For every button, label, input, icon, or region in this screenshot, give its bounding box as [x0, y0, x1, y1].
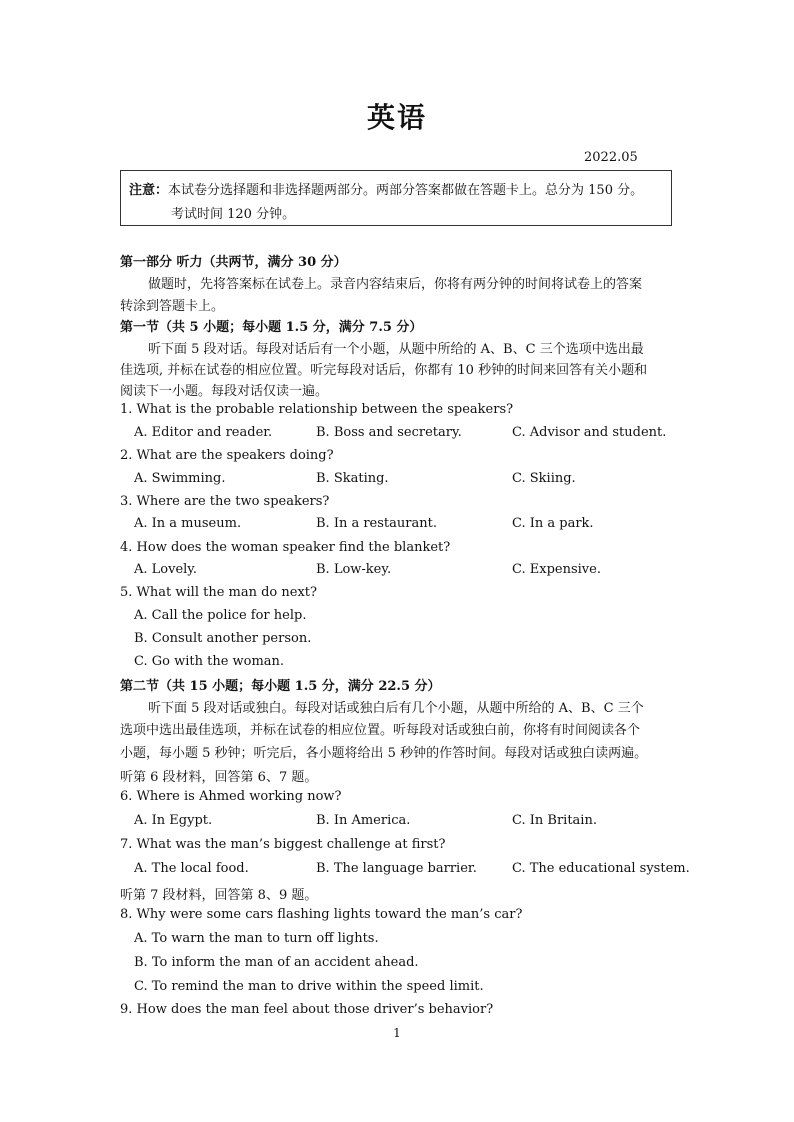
notice-line-2: 考试时间 120 分钟。 [171, 207, 296, 222]
question-2: 2. What are the speakers doing? [120, 448, 334, 463]
q1-option-a: A. Editor and reader. [134, 425, 273, 440]
section2-intro-line-1: 听下面 5 段对话或独白。每段对话或独白后有几个小题，从题中所给的 A、B、C 三个 [148, 701, 644, 716]
section1-heading: 第一节（共 5 小题；每小题 1.5 分，满分 7.5 分） [120, 320, 423, 335]
page-number: 1 [393, 1026, 401, 1040]
question-3: 3. Where are the two speakers? [120, 494, 330, 509]
part1-intro-line-2: 转涂到答题卡上。 [120, 299, 225, 314]
section1-intro-line-3: 阅读下一小题。每段对话仅读一遍。 [120, 384, 329, 399]
section2-intro-line-2: 选项中选出最佳选项，并标在试卷的相应位置。听每段对话或独白前，你将有时间阅读各个 [120, 723, 641, 738]
notice-label: 注意： [129, 183, 169, 198]
question-4: 4. How does the woman speaker find the blanket? [120, 540, 451, 555]
q7-option-a: A. The local food. [134, 861, 249, 876]
q2-option-c: C. Skiing. [512, 471, 576, 486]
q8-option-b: B. To inform the man of an accident ahead. [134, 955, 419, 970]
question-9: 9. How does the man feel about those driver’s behavior? [120, 1002, 494, 1017]
part1-intro-line-1: 做题时，先将答案标在试卷上。录音内容结束后，你将有两分钟的时间将试卷上的答案 [148, 277, 643, 292]
q7-option-b: B. The language barrier. [316, 861, 477, 876]
question-1: 1. What is the probable relationship between the speakers? [120, 402, 514, 417]
q8-option-a: A. To warn the man to turn off lights. [134, 931, 379, 946]
notice-text-1: 本试卷分选择题和非选择题两部分。两部分答案都做在答题卡上。总分为 150 分。 [168, 183, 644, 198]
material-6-instruction: 听第 6 段材料，回答第 6、7 题。 [120, 770, 318, 785]
q6-option-c: C. In Britain. [512, 813, 597, 828]
question-5: 5. What will the man do next? [120, 585, 317, 600]
q8-option-c: C. To remind the man to drive within the speed limit. [134, 979, 484, 994]
q3-option-a: A. In a museum. [134, 516, 242, 531]
section1-intro-line-1: 听下面 5 段对话。每段对话后有一个小题，从题中所给的 A、B、C 三个选项中选出最 [148, 342, 644, 357]
q4-option-b: B. Low-key. [316, 562, 392, 577]
q5-option-c: C. Go with the woman. [134, 654, 285, 669]
section2-heading: 第二节（共 15 小题；每小题 1.5 分，满分 22.5 分） [120, 679, 441, 694]
q1-option-b: B. Boss and secretary. [316, 425, 462, 440]
q6-option-a: A. In Egypt. [134, 813, 213, 828]
question-6: 6. Where is Ahmed working now? [120, 789, 342, 804]
section1-intro-line-2: 佳选项, 并标在试卷的相应位置。听完每段对话后，你都有 10 秒钟的时间来回答有关小题和 [120, 363, 648, 378]
exam-date: 2022.05 [584, 150, 638, 165]
q7-option-c: C. The educational system. [512, 861, 690, 876]
q2-option-a: A. Swimming. [134, 471, 226, 486]
section2-intro-line-3: 小题，每小题 5 秒钟；听完后，各小题将给出 5 秒钟的作答时间。每段对话或独白读两遍。 [120, 746, 648, 761]
notice-box [120, 170, 672, 226]
q4-option-a: A. Lovely. [134, 562, 198, 577]
question-8: 8. Why were some cars flashing lights toward the man’s car? [120, 907, 523, 922]
q5-option-b: B. Consult another person. [134, 631, 312, 646]
q3-option-b: B. In a restaurant. [316, 516, 437, 531]
question-7: 7. What was the man’s biggest challenge at first? [120, 837, 446, 852]
part1-heading: 第一部分 听力（共两节，满分 30 分） [120, 255, 347, 270]
q3-option-c: C. In a park. [512, 516, 594, 531]
q1-option-c: C. Advisor and student. [512, 425, 667, 440]
q2-option-b: B. Skating. [316, 471, 389, 486]
q6-option-b: B. In America. [316, 813, 411, 828]
q5-option-a: A. Call the police for help. [134, 608, 307, 623]
q4-option-c: C. Expensive. [512, 562, 601, 577]
material-7-instruction: 听第 7 段材料，回答第 8、9 题。 [120, 888, 318, 903]
page-title: 英语 [366, 101, 427, 134]
notice-line-1 [129, 179, 643, 198]
